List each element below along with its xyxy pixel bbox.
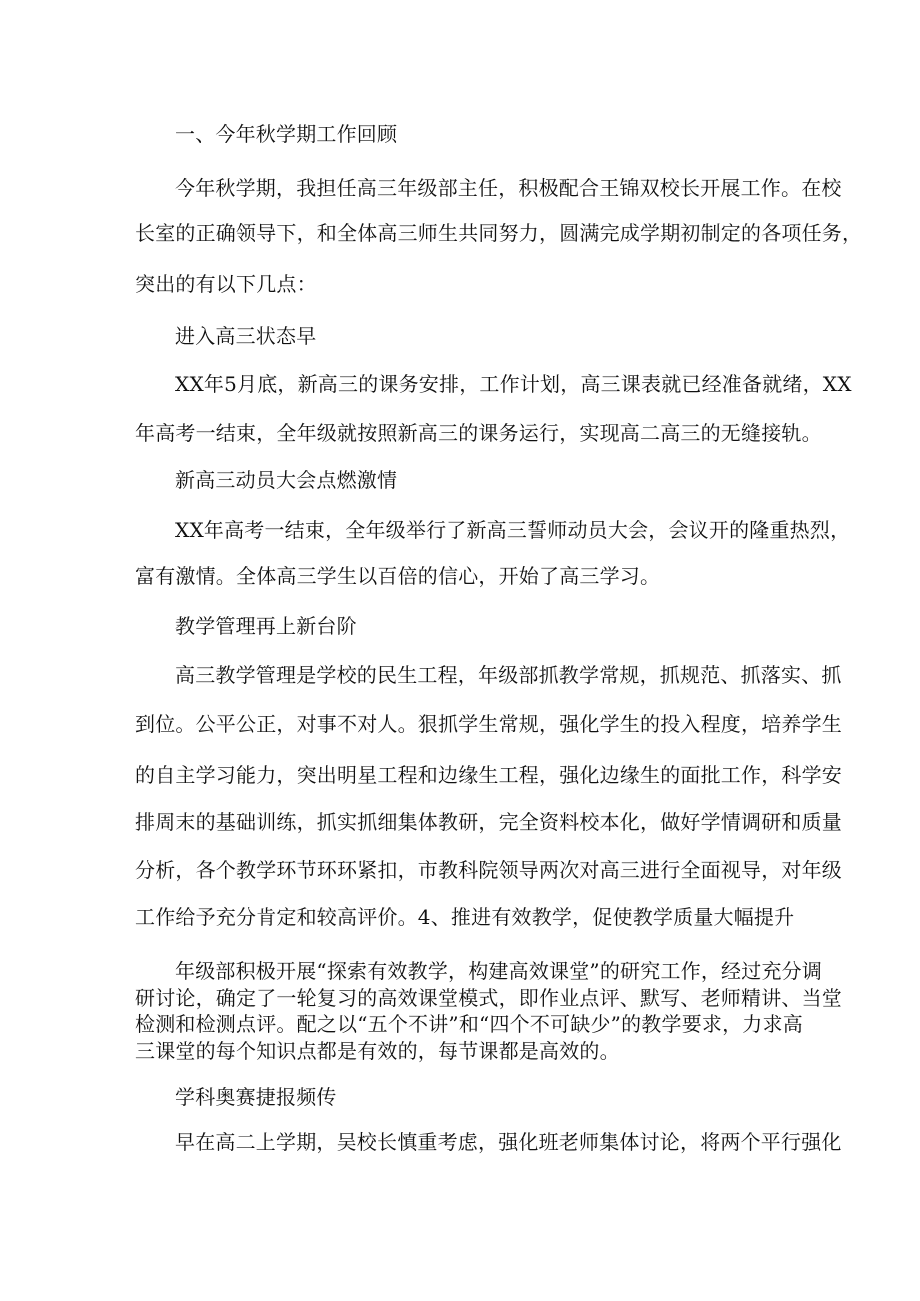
paragraph-line: 高三教学管理是学校的民生工程，年级部抓教学常规，抓规范、抓落实、抓 bbox=[175, 663, 842, 687]
subheading: 教学管理再上新台阶 bbox=[175, 614, 357, 638]
subheading: 进入高三状态早 bbox=[175, 324, 317, 348]
paragraph-line: XX年高考一结束，全年级举行了新高三誓师动员大会，会议开的隆重热烈， bbox=[175, 518, 851, 542]
paragraph-line: 今年秋学期，我担任高三年级部主任，积极配合王锦双校长开展工作。在校 bbox=[175, 176, 842, 200]
paragraph-line: 早在高二上学期，吴校长慎重考虑，强化班老师集体讨论，将两个平行强化 bbox=[175, 1130, 842, 1154]
subheading: 新高三动员大会点燃激情 bbox=[175, 468, 398, 492]
paragraph-line: 到位。公平公正，对事不对人。狠抓学生常规，强化学生的投入程度，培养学生 bbox=[135, 712, 842, 736]
paragraph-line: 富有激情。全体高三学生以百倍的信心，开始了高三学习。 bbox=[135, 564, 661, 588]
paragraph-line: 检测和检测点评。配之以“五个不讲”和“四个不可缺少”的教学要求，力求高 bbox=[135, 1012, 803, 1036]
paragraph-line: 年高考一结束，全年级就按照新高三的课务运行，实现高二高三的无缝接轨。 bbox=[135, 421, 822, 445]
paragraph-line: 年级部积极开展“探索有效教学，构建高效课堂”的研究工作，经过充分调 bbox=[175, 959, 823, 983]
paragraph-line: 突出的有以下几点： bbox=[135, 272, 317, 296]
paragraph-line: XX年5月底，新高三的课务安排，工作计划，高三课表就已经准备就绪，XX bbox=[175, 372, 852, 396]
section-heading: 一、今年秋学期工作回顾 bbox=[175, 122, 398, 146]
paragraph-line: 研讨论，确定了一轮复习的高效课堂模式，即作业点评、默写、老师精讲、当堂 bbox=[135, 986, 842, 1010]
paragraph-line: 的自主学习能力，突出明星工程和边缘生工程，强化边缘生的面批工作，科学安 bbox=[135, 763, 842, 787]
paragraph-line: 长室的正确领导下，和全体高三师生共同努力，圆满完成学期初制定的各项任务， bbox=[135, 221, 863, 245]
paragraph-line: 排周末的基础训练，抓实抓细集体教研，完全资料校本化，做好学情调研和质量 bbox=[135, 810, 842, 834]
paragraph-line: 工作给予充分肯定和较高评价。4、推进有效教学，促使教学质量大幅提升 bbox=[135, 905, 795, 929]
paragraph-line: 分析，各个教学环节环环紧扣，市教科院领导两次对高三进行全面视导，对年级 bbox=[135, 858, 842, 882]
subheading: 学科奥赛捷报频传 bbox=[175, 1085, 337, 1109]
paragraph-line: 三课堂的每个知识点都是有效的，每节课都是高效的。 bbox=[135, 1039, 620, 1063]
